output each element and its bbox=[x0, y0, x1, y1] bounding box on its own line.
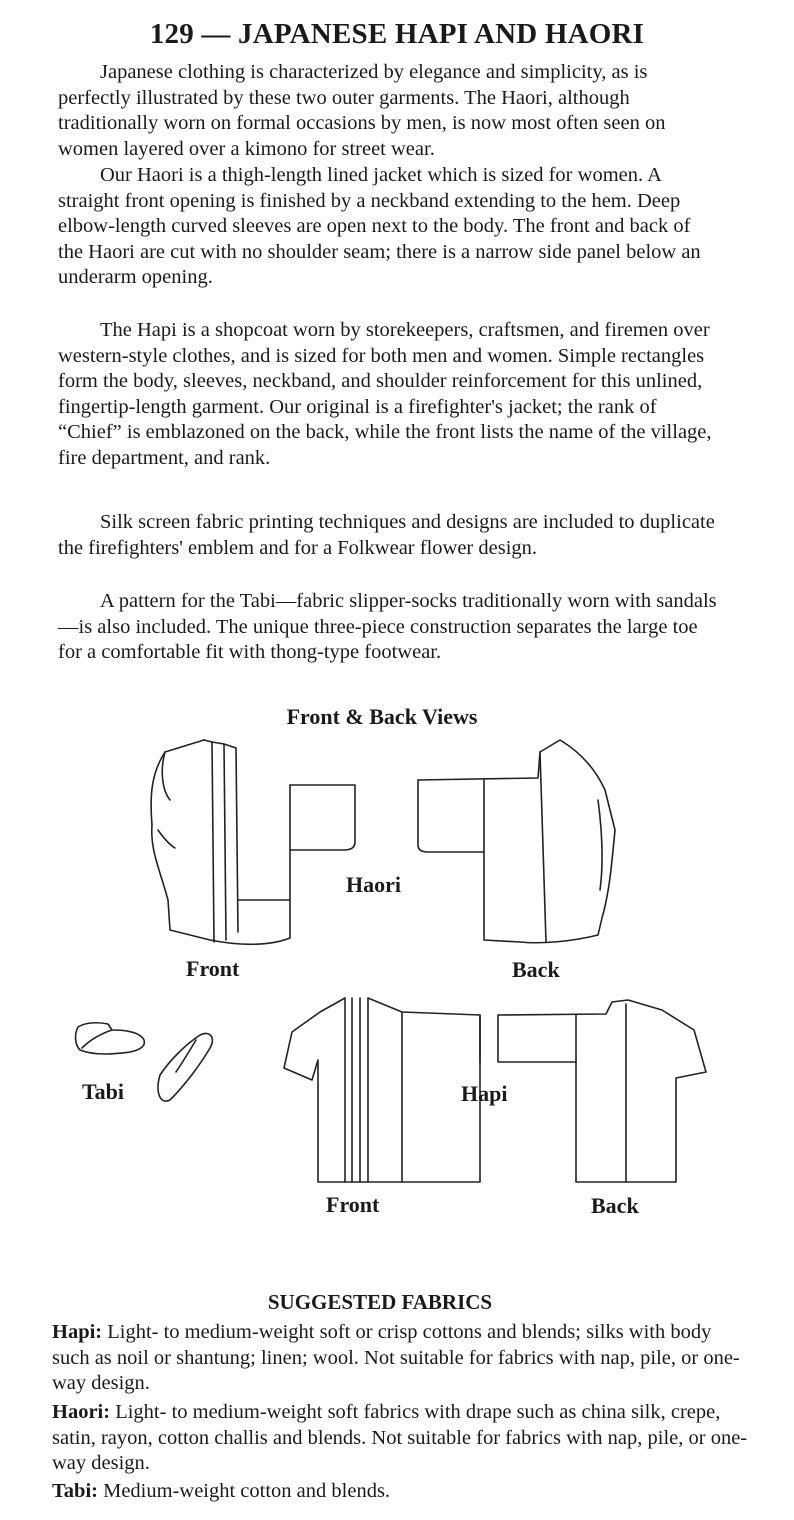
hapi-label: Hapi bbox=[461, 1081, 508, 1106]
fabric-entry-tabi bbox=[52, 1479, 752, 1505]
intro-paragraph: Japanese clothing is characterized by elegance and simplicity, as is perfectly illustrated by these two outer garments. The Haori, although traditionally worn on formal occasions by men, is now most often seen on women layered over a kimono for street wear. bbox=[58, 61, 666, 160]
fabric-name: Hapi: bbox=[52, 1321, 103, 1343]
tabi-label: Tabi bbox=[82, 1079, 125, 1104]
fabric-name: Haori: bbox=[52, 1401, 111, 1423]
fabric-text: Medium-weight cotton and blends. bbox=[97, 1480, 391, 1502]
haori-front-drawing bbox=[151, 740, 355, 944]
fabric-text: Light- to medium-weight soft or crisp cottons and blends; silks with body such as noil or shantung; linen; wool. Not suitable for fabrics with nap, pile, or one-way design. bbox=[52, 1321, 740, 1395]
hapi-back-label: Back bbox=[591, 1193, 639, 1218]
fabric-entry-hapi bbox=[52, 1320, 752, 1397]
fabric-entry-haori bbox=[52, 1400, 752, 1477]
haori-description: Our Haori is a thigh-length lined jacket which is sized for women. A straight front opening is finished by a neckband extending to the hem. Deep elbow-length curved sleeves are open next to the body. The front and back of the Haori are cut with no shoulder seam; there is a narrow side panel below an underarm opening. bbox=[58, 164, 701, 289]
fabric-text: Light- to medium-weight soft fabrics with drape such as china silk, crepe, satin, rayon, cotton challis and blends. Not suitable for fabrics with nap, pile, or one-way design. bbox=[52, 1401, 748, 1475]
fabrics-title: SUGGESTED FABRICS bbox=[267, 1290, 493, 1314]
hapi-front-label: Front bbox=[326, 1192, 380, 1217]
page-title: 129 — JAPANESE HAPI AND HAORI bbox=[149, 18, 645, 50]
haori-front-label: Front bbox=[186, 956, 240, 981]
tabi-description: A pattern for the Tabi—fabric slipper-socks traditionally worn with sandals—is also included. The unique three-piece construction separates the large toe for a comfortable fit with thong-type footwear. bbox=[58, 590, 717, 664]
haori-label: Haori bbox=[346, 872, 401, 897]
hapi-front-drawing bbox=[284, 998, 480, 1182]
silk-screen-paragraph: Silk screen fabric printing techniques and designs are included to duplicate the firefighters' emblem and for a Folkwear flower design. bbox=[58, 511, 715, 559]
fabric-name: Tabi: bbox=[52, 1480, 98, 1502]
hapi-description: The Hapi is a shopcoat worn by storekeepers, craftsmen, and firemen over western-style clothes, and is sized for both men and women. Simple rectangles form the body, sleeves, neckband, and shoulder reinforcement for this unlined, fingertip-length garment. Our original is a firefighter's jacket; the rank of “Chief” is emblazoned on the back, while the front lists the name of the village, fire department, and rank. bbox=[58, 319, 712, 469]
haori-back-label: Back bbox=[512, 957, 560, 982]
views-title: Front & Back Views bbox=[286, 704, 478, 729]
haori-back-drawing bbox=[418, 740, 615, 943]
hapi-back-drawing bbox=[498, 1000, 706, 1182]
